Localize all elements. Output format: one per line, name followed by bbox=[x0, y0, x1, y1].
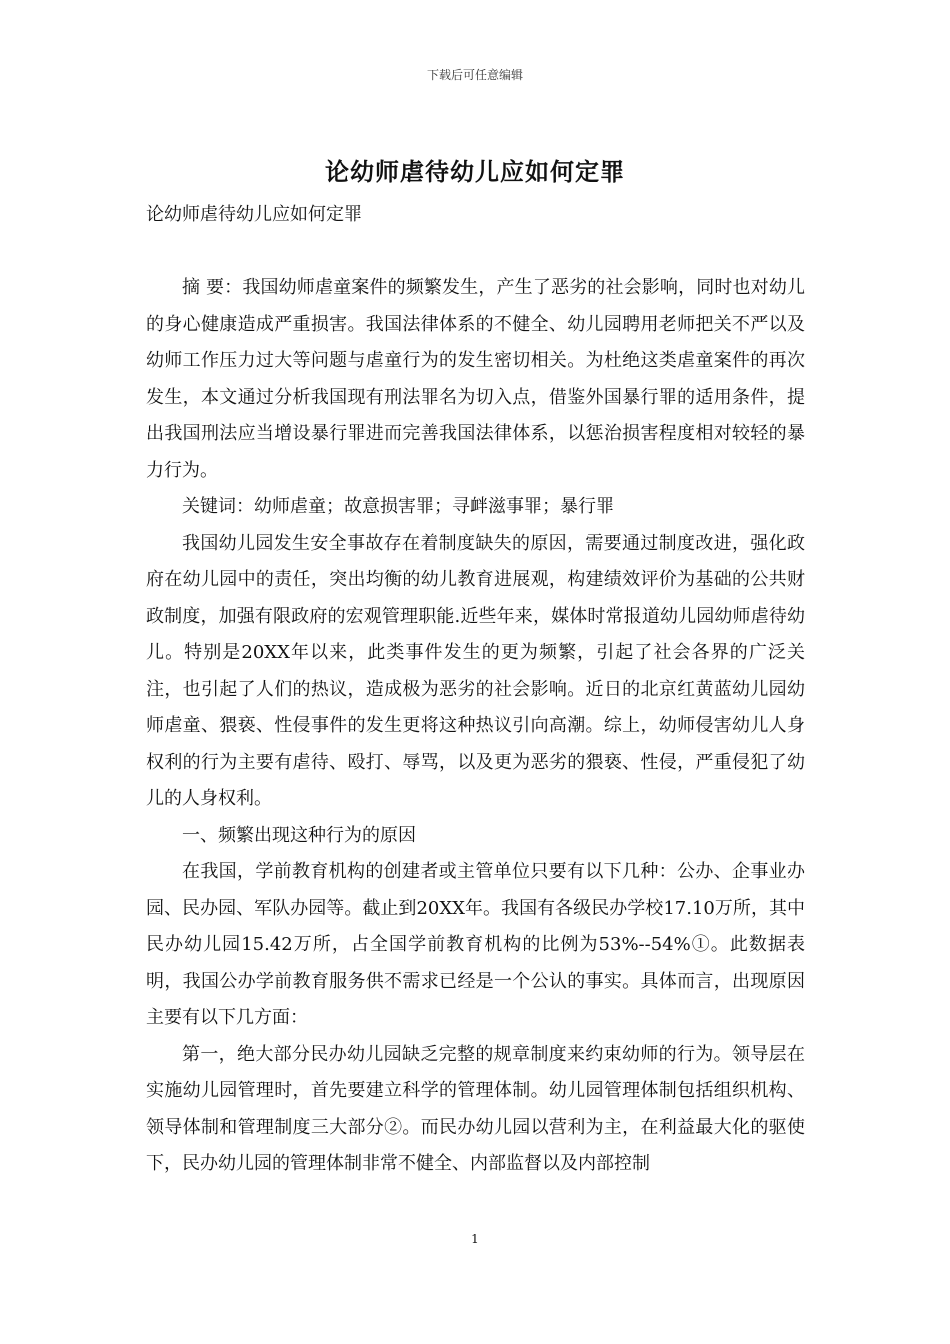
abstract-paragraph: 摘 要：我国幼师虐童案件的频繁发生，产生了恶劣的社会影响，同时也对幼儿的身心健康造成严重损害。我国法律体系的不健全、幼儿园聘用老师把关不严以及幼师工作压力过大等问题与虐童行为的发生密切相关。为杜绝这类虐童案件的再次发生，本文通过分析我国现有刑法罪名为切入点，借鉴外国暴行罪的适用条件，提出我国刑法应当增设暴行罪进而完善我国法律体系，以惩治损害程度相对较轻的暴力行为。 bbox=[146, 277, 805, 481]
page-header: 下载后可任意编辑 bbox=[426, 68, 523, 82]
keywords-paragraph: 关键词：幼师虐童；故意损害罪；寻衅滋事罪；暴行罪 bbox=[182, 496, 614, 517]
document-title: 论幼师虐待幼儿应如何定罪 bbox=[325, 157, 625, 186]
body-paragraph: 第一，绝大部分民办幼儿园缺乏完整的规章制度来约束幼师的行为。领导层在实施幼儿园管理时，首先要建立科学的管理体制。幼儿园管理体制包括组织机构、领导体制和管理制度三大部分②。而民办幼儿园以营利为主，在利益最大化的驱使下，民办幼儿园的管理体制非常不健全、内部监督以及内部控制 bbox=[146, 1043, 805, 1174]
body-paragraph: 在我国，学前教育机构的创建者或主管单位只要有以下几种：公办、企事业办园、民办园、军队办园等。截止到20XX年。我国有各级民办学校17.10万所，其中民办幼儿园15.42万所，占全国学前教育机构的比例为53%--54%①。此数据表明，我国公办学前教育服务供不需求已经是一个公认的事实。具体而言，出现原因主要有以下几方面： bbox=[146, 861, 805, 1028]
section-heading: 一、频繁出现这种行为的原因 bbox=[182, 824, 416, 846]
body-paragraph: 我国幼儿园发生安全事故存在着制度缺失的原因，需要通过制度改进，强化政府在幼儿园中的责任，突出均衡的幼儿教育进展观，构建绩效评价为基础的公共财政制度，加强有限政府的宏观管理职能.近些年来，媒体时常报道幼儿园幼师虐待幼儿。特别是20XX年以来，此类事件发生的更为频繁，引起了社会各界的广泛关注，也引起了人们的热议，造成极为恶劣的社会影响。近日的北京红黄蓝幼儿园幼师虐童、猥亵、性侵事件的发生更将这种热议引向高潮。综上，幼师侵害幼儿人身权利的行为主要有虐待、殴打、辱骂，以及更为恶劣的猥亵、性侵，严重侵犯了幼儿的人身权利。 bbox=[146, 532, 805, 809]
document-body bbox=[146, 270, 805, 1183]
page-number: 1 bbox=[471, 1232, 479, 1246]
document-subtitle: 论幼师虐待幼儿应如何定罪 bbox=[146, 204, 362, 225]
